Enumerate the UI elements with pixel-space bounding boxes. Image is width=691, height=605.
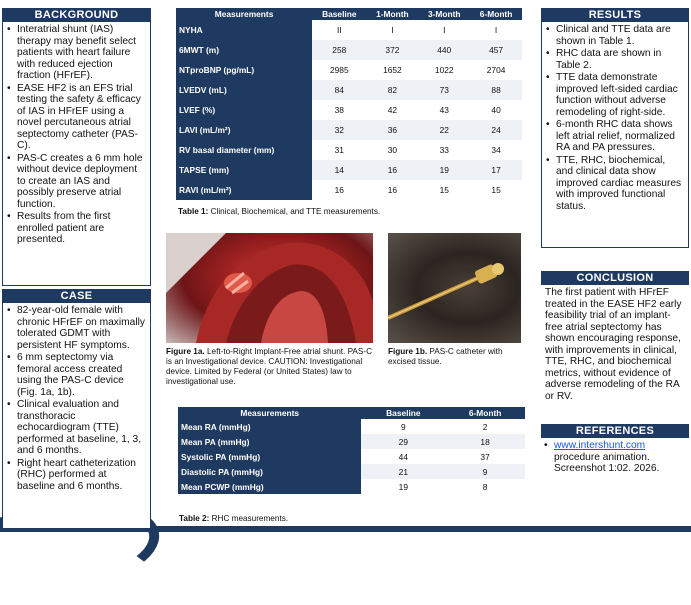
conclusion-panel [541,271,689,404]
results-title: RESULTS [541,8,689,22]
table-cell: 372 [366,40,418,60]
table2-caption: Table 2: RHC measurements. [179,514,289,523]
background-bullet: • EASE HF2 is an EFS trial testing the safety & efficacy of IAS in HFrEF using a novel percutaneous atrial septectomy catheter (PAS-C). [6,83,146,152]
table-cell: 19 [418,160,470,180]
table-cell: I [366,20,418,40]
table-cell: 2704 [470,60,522,80]
table-cell: 9 [445,464,525,479]
background-bullet: • Results from the first enrolled patient are presented. [6,211,146,246]
table-cell: 31 [312,140,366,160]
table-cell: 1652 [366,60,418,80]
reference-link[interactable]: www.intershunt.com [554,440,646,451]
results-bullet: • RHC data are shown in Table 2. [545,48,684,71]
column-header: Baseline [312,8,366,20]
table-row [178,434,525,449]
table-cell: 2985 [312,60,366,80]
case-bullet: • Right heart catheterization (RHC) performed at baseline and 6 months. [6,458,146,493]
results-bullet: • Clinical and TTE data are shown in Table 1. [545,24,684,47]
row-label: Mean PA (mmHg) [178,434,361,449]
heart-septectomy-image [166,233,373,343]
row-label: NYHA [176,20,312,40]
table-row [178,449,525,464]
references-panel [541,424,689,478]
results-panel [541,8,689,248]
table-row [176,160,522,180]
heart-illustration [166,233,373,343]
table-cell: 1022 [418,60,470,80]
table1-caption: Table 1: Clinical, Biochemical, and TTE measurements. [178,207,381,216]
table-cell: 9 [361,419,445,434]
references-title: REFERENCES [541,424,689,438]
table-cell: 42 [366,100,418,120]
results-bullet: • TTE, RHC, biochemical, and clinical data show improved cardiac measures with improved functional status. [545,155,684,213]
table-cell: 29 [361,434,445,449]
case-list [6,305,146,492]
table-cell: 15 [470,180,522,200]
table-row [176,100,522,120]
column-header: 3-Month [418,8,470,20]
table-cell: 258 [312,40,366,60]
table-row [176,60,522,80]
table-cell: II [312,20,366,40]
table-cell: 2 [445,419,525,434]
row-label: RV basal diameter (mm) [176,140,312,160]
table-cell: 43 [418,100,470,120]
table-row [176,180,522,200]
table-cell: 40 [470,100,522,120]
table-cell: 82 [366,80,418,100]
reference-item: • www.intershunt.com procedure animation. Screenshot 1:02. 2026. [543,440,687,475]
row-label: NTproBNP (pg/mL) [176,60,312,80]
case-bullet: • 82-year-old female with chronic HFrEF on maximally tolerated GDMT with persistent HF symptoms. [6,305,146,351]
column-header: Baseline [361,407,445,419]
column-header: 1-Month [366,8,418,20]
table-cell: 88 [470,80,522,100]
table-cell: 84 [312,80,366,100]
case-panel [2,289,151,529]
conclusion-title: CONCLUSION [541,271,689,285]
table-cell: 32 [312,120,366,140]
row-label: Systolic PA (mmHg) [178,449,361,464]
table-cell: 36 [366,120,418,140]
table-cell: 15 [418,180,470,200]
background-title: BACKGROUND [2,8,151,22]
row-label: LVEDV (mL) [176,80,312,100]
table-row [176,120,522,140]
table-cell: 19 [361,479,445,494]
column-header: 6-Month [445,407,525,419]
case-bullet: • 6 mm septectomy via femoral access created using the PAS-C device (Fig. 1a, 1b). [6,352,146,398]
table-cell: 21 [361,464,445,479]
table-cell: 457 [470,40,522,60]
row-label: 6MWT (m) [176,40,312,60]
table-clinical-measurements [176,8,522,200]
background-bullet: • PAS-C creates a 6 mm hole without device deployment to create an IAS and possibly preserve atrial function. [6,153,146,211]
table-row [176,20,522,40]
table-row [178,479,525,494]
row-label: LVEF (%) [176,100,312,120]
table-cell: 33 [418,140,470,160]
background-list [6,24,146,246]
case-bullet: • Clinical evaluation and transthoracic echocardiogram (TTE) performed at baseline, 1, 3, and 6 months. [6,399,146,457]
table-cell: 30 [366,140,418,160]
column-header: Measurements [178,407,361,419]
table-cell: 440 [418,40,470,60]
column-header: 6-Month [470,8,522,20]
figure1b-caption: Figure 1b. PAS-C catheter with excised tissue. [388,347,503,366]
table-cell: 38 [312,100,366,120]
table-row [178,419,525,434]
background-bullet: • Interatrial shunt (IAS) therapy may benefit select patients with heart failure with reduced ejection fraction (HFrEF). [6,24,146,82]
table-row [176,140,522,160]
case-title: CASE [2,289,151,303]
table-cell: 44 [361,449,445,464]
table-cell: 8 [445,479,525,494]
catheter-illustration [388,233,521,343]
table-row [176,40,522,60]
figure1a-caption: Figure 1a. Left-to-Right Implant-Free atrial shunt. PAS-C is an Investigational device. CAUTION: Investigational device. Limited by Federal (or United States) law to investigational use. [166,347,372,386]
row-label: RAVI (mL/m²) [176,180,312,200]
row-label: TAPSE (mm) [176,160,312,180]
table-cell: 16 [366,160,418,180]
row-label: Diastolic PA (mmHg) [178,464,361,479]
table-cell: I [470,20,522,40]
table-cell: 24 [470,120,522,140]
row-label: Mean PCWP (mmHg) [178,479,361,494]
table-cell: 34 [470,140,522,160]
results-bullet: • 6-month RHC data shows left atrial relief, normalized RA and PA pressures. [545,119,684,154]
table-row [176,80,522,100]
table-cell: 14 [312,160,366,180]
table-cell: 37 [445,449,525,464]
results-list [545,24,684,212]
table-cell: 73 [418,80,470,100]
results-bullet: • TTE data demonstrate improved left-sided cardiac function without adverse remodeling of right-side. [545,72,684,118]
table-cell: 16 [312,180,366,200]
table-cell: I [418,20,470,40]
table-cell: 22 [418,120,470,140]
table-cell: 18 [445,434,525,449]
table-rhc-measurements [178,407,525,494]
conclusion-text: The first patient with HFrEF treated in the EASE HF2 early feasibility trial of an implant-free atrial septectomy has shown encouraging response, with improvements in clinical, TTE, RHC, and biochemical metrics, without evidence of adverse remodeling of the RA or RV. [545,287,682,402]
table-row [178,464,525,479]
table-cell: 16 [366,180,418,200]
table-cell: 17 [470,160,522,180]
background-panel [2,8,151,286]
row-label: LAVI (mL/m²) [176,120,312,140]
column-header: Measurements [176,8,312,20]
row-label: Mean RA (mmHg) [178,419,361,434]
catheter-photo [388,233,521,343]
